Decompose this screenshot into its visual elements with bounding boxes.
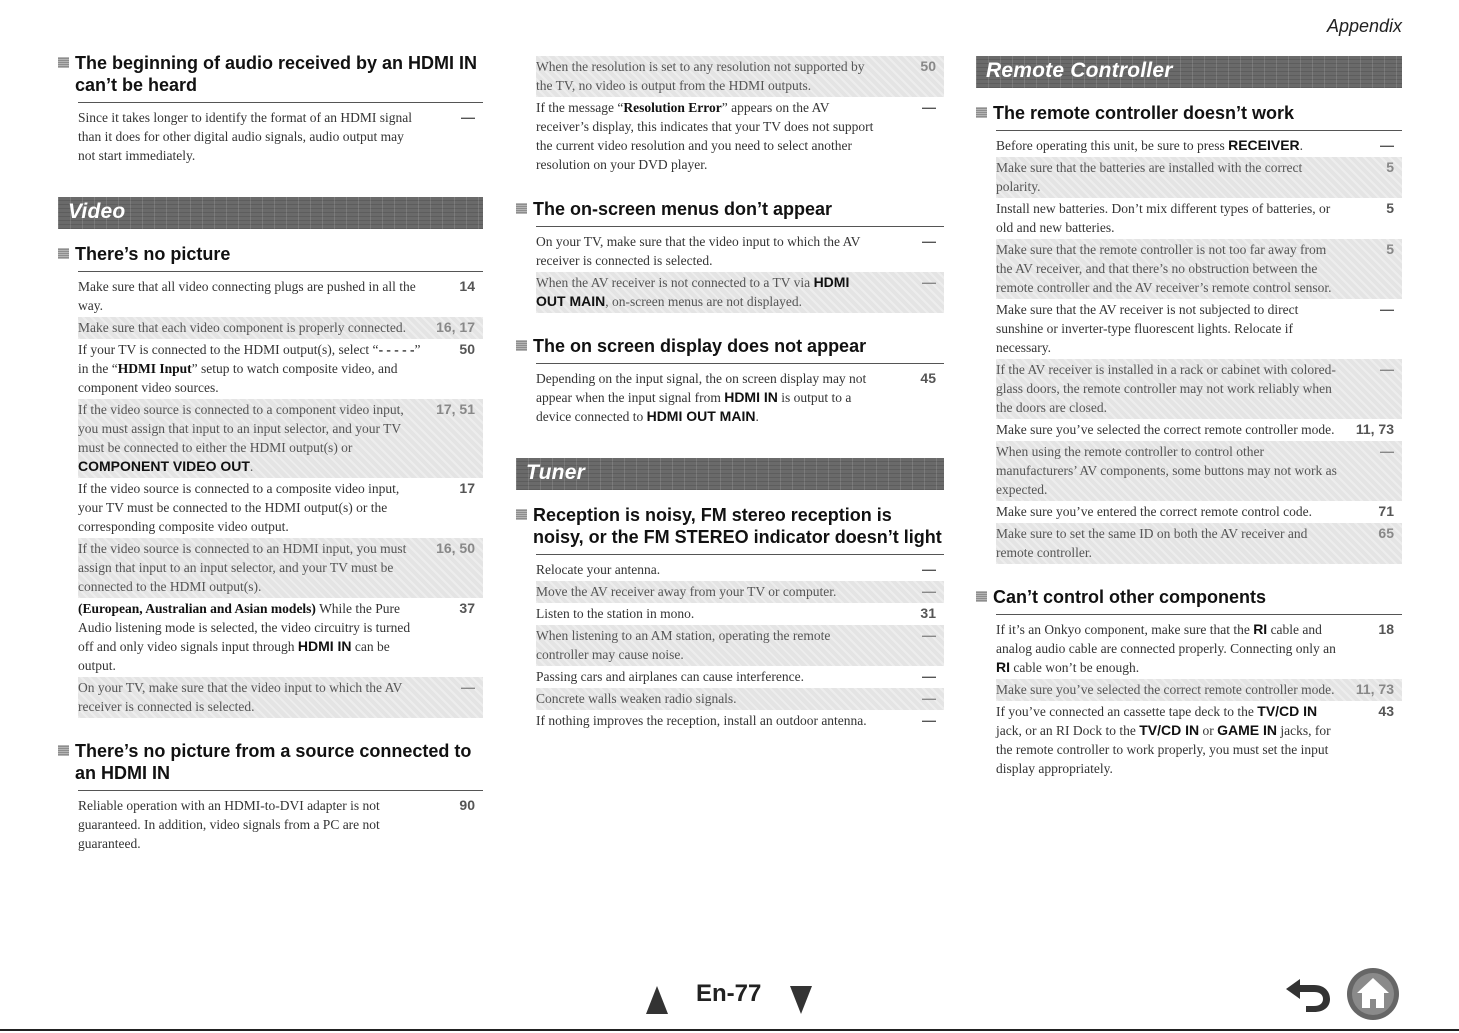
list-item: Make sure that the remote controller is not too far away from the AV receiver, and that there’s no obstruction between the remote controller and the AV receiver’s remote control sensor. 5 bbox=[996, 239, 1402, 299]
heading-onscreen-display: The on screen display does not appear bbox=[516, 335, 944, 357]
list-item: Install new batteries. Don’t mix different types of batteries, or old and new batteries. 5 bbox=[996, 200, 1394, 235]
divider bbox=[78, 271, 483, 272]
list-item: When listening to an AM station, operating the remote controller may cause noise. — bbox=[536, 625, 944, 666]
page-ref: 43 bbox=[1378, 703, 1394, 719]
bullet-square-icon bbox=[976, 591, 987, 602]
section-header: Appendix bbox=[1326, 16, 1402, 36]
divider bbox=[996, 614, 1402, 615]
ri-logo: RI bbox=[1253, 621, 1268, 637]
list-item: Make sure you’ve selected the correct remote controller mode. 11, 73 bbox=[996, 679, 1402, 701]
page-ref: 50 bbox=[920, 58, 936, 74]
list-item: Passing cars and airplanes can cause interference. — bbox=[536, 668, 936, 684]
divider bbox=[78, 102, 483, 103]
page-ref: 71 bbox=[1378, 503, 1394, 519]
page-ref: — bbox=[922, 668, 936, 684]
list-item: If the AV receiver is installed in a rack or cabinet with colored-glass doors, the remote controller may not work reliably when the doors are closed. — bbox=[996, 359, 1402, 419]
list-item: Make sure to set the same ID on both the AV receiver and remote controller. 65 bbox=[996, 523, 1402, 564]
bullet-square-icon bbox=[58, 745, 69, 756]
bullet-square-icon bbox=[976, 107, 987, 118]
list-item: If your TV is connected to the HDMI output(s), select “- - - - -” in the “HDMI Input” setup to watch composite video, and component video sources. 50 bbox=[78, 341, 475, 395]
divider bbox=[536, 554, 944, 555]
list-item: If nothing improves the reception, install an outdoor antenna. — bbox=[536, 712, 936, 728]
page-ref: — bbox=[461, 109, 475, 125]
page-ref: 18 bbox=[1378, 621, 1394, 637]
list-item: If you’ve connected an cassette tape deck to the TV/CD IN jack, or an RI Dock to the TV/CD IN or GAME IN jacks, for the remote controller to work properly, you must set the input display appropriately. 43 bbox=[996, 703, 1394, 776]
list-item: Before operating this unit, be sure to press RECEIVER. — bbox=[996, 137, 1394, 153]
divider bbox=[78, 790, 483, 791]
page-ref: — bbox=[922, 583, 936, 599]
page-ref: — bbox=[1380, 301, 1394, 317]
list-item: If it’s an Onkyo component, make sure that the RI cable and analog audio cable are connected properly. Connecting only an RI cable won’t be enough. 18 bbox=[996, 621, 1394, 675]
page-ref: — bbox=[1380, 443, 1394, 459]
list-item: Move the AV receiver away from your TV or computer. — bbox=[536, 581, 944, 603]
heading-no-picture-hdmi: There’s no picture from a source connected to an HDMI IN bbox=[58, 740, 483, 784]
heading-reception-noisy: Reception is noisy, FM stereo reception is noisy, or the FM STEREO indicator doesn’t light bbox=[516, 504, 944, 548]
list-item: If the video source is connected to a component video input, you must assign that input to an input selector, and your TV must be connected to either the HDMI output(s) or COMPONENT VIDEO OUT. 17, 51 bbox=[78, 399, 483, 478]
page-ref: 5 bbox=[1386, 159, 1394, 175]
list-item: When using the remote controller to control other manufacturers’ AV components, some buttons may not work as expected. — bbox=[996, 441, 1402, 501]
page-ref: 14 bbox=[459, 278, 475, 294]
page-ref: — bbox=[922, 712, 936, 728]
page-ref: 45 bbox=[920, 370, 936, 386]
list-item: If the message “Resolution Error” appears on the AV receiver’s display, this indicates that your TV does not support the current video resolution and you need to select another resolution on your DVD player. — bbox=[536, 99, 936, 172]
divider bbox=[996, 130, 1402, 131]
bullet-square-icon bbox=[58, 248, 69, 259]
page-ref: — bbox=[922, 690, 936, 706]
list-item: Reliable operation with an HDMI-to-DVI adapter is not guaranteed. In addition, video signals from a PC are not guaranteed. 90 bbox=[78, 797, 475, 851]
list-item: Make sure you’ve entered the correct remote control code. 71 bbox=[996, 503, 1394, 519]
page-ref: 11, 73 bbox=[1355, 681, 1394, 697]
next-page-icon[interactable] bbox=[790, 986, 812, 1014]
tuner-list bbox=[516, 559, 944, 732]
page-ref: — bbox=[922, 274, 936, 290]
home-icon[interactable] bbox=[1345, 966, 1401, 1022]
previous-page-icon[interactable] bbox=[646, 986, 668, 1014]
bullet-square-icon bbox=[58, 57, 69, 68]
bullet-square-icon bbox=[516, 509, 527, 520]
page-ref: — bbox=[922, 627, 936, 643]
heading-cant-control: Can’t control other components bbox=[976, 586, 1402, 608]
page-ref: 31 bbox=[920, 605, 936, 621]
list-item: Make sure that the batteries are installed with the correct polarity. 5 bbox=[996, 157, 1402, 198]
divider bbox=[536, 363, 944, 364]
page-ref: — bbox=[1380, 361, 1394, 377]
page-ref: 16, 50 bbox=[436, 540, 475, 556]
list-item: Make sure that all video connecting plugs are pushed in all the way. 14 bbox=[78, 278, 475, 313]
page-ref: 17, 51 bbox=[436, 401, 475, 417]
list-item: When the AV receiver is not connected to a TV via HDMI OUT MAIN, on-screen menus are not displayed. — bbox=[536, 272, 944, 313]
page-ref: 16, 17 bbox=[436, 319, 475, 335]
list-item: Depending on the input signal, the on screen display may not appear when the input signal from HDMI IN is output to a device connected to HDMI OUT MAIN. 45 bbox=[536, 370, 936, 424]
list-item: If the video source is connected to an HDMI input, you must assign that input to an input selector, and your TV must be connected to the HDMI output(s). 16, 50 bbox=[78, 538, 483, 598]
list-item: Listen to the station in mono. 31 bbox=[536, 605, 936, 621]
column-middle bbox=[516, 56, 944, 732]
list-item: Since it takes longer to identify the format of an HDMI signal than it does for other digital audio signals, audio output may not start immediately. — bbox=[78, 109, 475, 163]
list-item: Concrete walls weaken radio signals. — bbox=[536, 688, 944, 710]
column-right bbox=[976, 56, 1402, 780]
back-icon[interactable] bbox=[1280, 975, 1334, 1015]
list-item: On your TV, make sure that the video input to which the AV receiver is connected is selected. — bbox=[536, 233, 936, 268]
banner-tuner: Tuner bbox=[516, 458, 944, 490]
list-item: (European, Australian and Asian models) While the Pure Audio listening mode is selected, the video circuitry is turned off and only video signals input through HDMI IN can be output. 37 bbox=[78, 600, 475, 673]
list-item: Make sure that each video component is properly connected. 16, 17 bbox=[78, 317, 483, 339]
list-item: Make sure that the AV receiver is not subjected to direct sunshine or inverter-type fluorescent lights. Relocate if necessary. — bbox=[996, 301, 1394, 355]
page-ref: — bbox=[922, 99, 936, 115]
divider bbox=[536, 226, 944, 227]
page-number: En-77 bbox=[696, 980, 762, 1007]
page-ref: 5 bbox=[1386, 241, 1394, 257]
banner-video: Video bbox=[58, 197, 483, 229]
bullet-square-icon bbox=[516, 203, 527, 214]
heading-hdmi-audio: The beginning of audio received by an HDMI IN can’t be heard bbox=[58, 52, 483, 96]
page-ref: 50 bbox=[459, 341, 475, 357]
page-ref: 11, 73 bbox=[1355, 421, 1394, 437]
page-ref: — bbox=[922, 561, 936, 577]
heading-remote-not-work: The remote controller doesn’t work bbox=[976, 102, 1402, 124]
list-item: Make sure you’ve selected the correct remote controller mode. 11, 73 bbox=[996, 421, 1394, 437]
page-ref: — bbox=[922, 233, 936, 249]
list-item: If the video source is connected to a composite video input, your TV must be connected to the HDMI output(s) or the corresponding composite video output. 17 bbox=[78, 480, 475, 534]
page-ref: — bbox=[461, 679, 475, 695]
list-item: When the resolution is set to any resolution not supported by the TV, no video is output from the HDMI outputs. 50 bbox=[536, 56, 944, 97]
heading-no-picture: There’s no picture bbox=[58, 243, 483, 265]
page-ref: 37 bbox=[459, 600, 475, 616]
banner-remote-controller: Remote Controller bbox=[976, 56, 1402, 88]
page-ref: 5 bbox=[1386, 200, 1394, 216]
heading-onscreen-menus: The on-screen menus don’t appear bbox=[516, 198, 944, 220]
column-left bbox=[58, 52, 483, 855]
page-ref: 17 bbox=[459, 480, 475, 496]
page-ref: — bbox=[1380, 137, 1394, 153]
bottom-rule bbox=[0, 1029, 1459, 1031]
list-item: Relocate your antenna. — bbox=[536, 561, 936, 577]
ri-logo: RI bbox=[996, 659, 1010, 675]
page-ref: 65 bbox=[1378, 525, 1394, 541]
list-item: On your TV, make sure that the video input to which the AV receiver is connected is selected. — bbox=[78, 677, 483, 718]
bullet-square-icon bbox=[516, 340, 527, 351]
page-ref: 90 bbox=[459, 797, 475, 813]
page-navigation bbox=[646, 980, 816, 1016]
